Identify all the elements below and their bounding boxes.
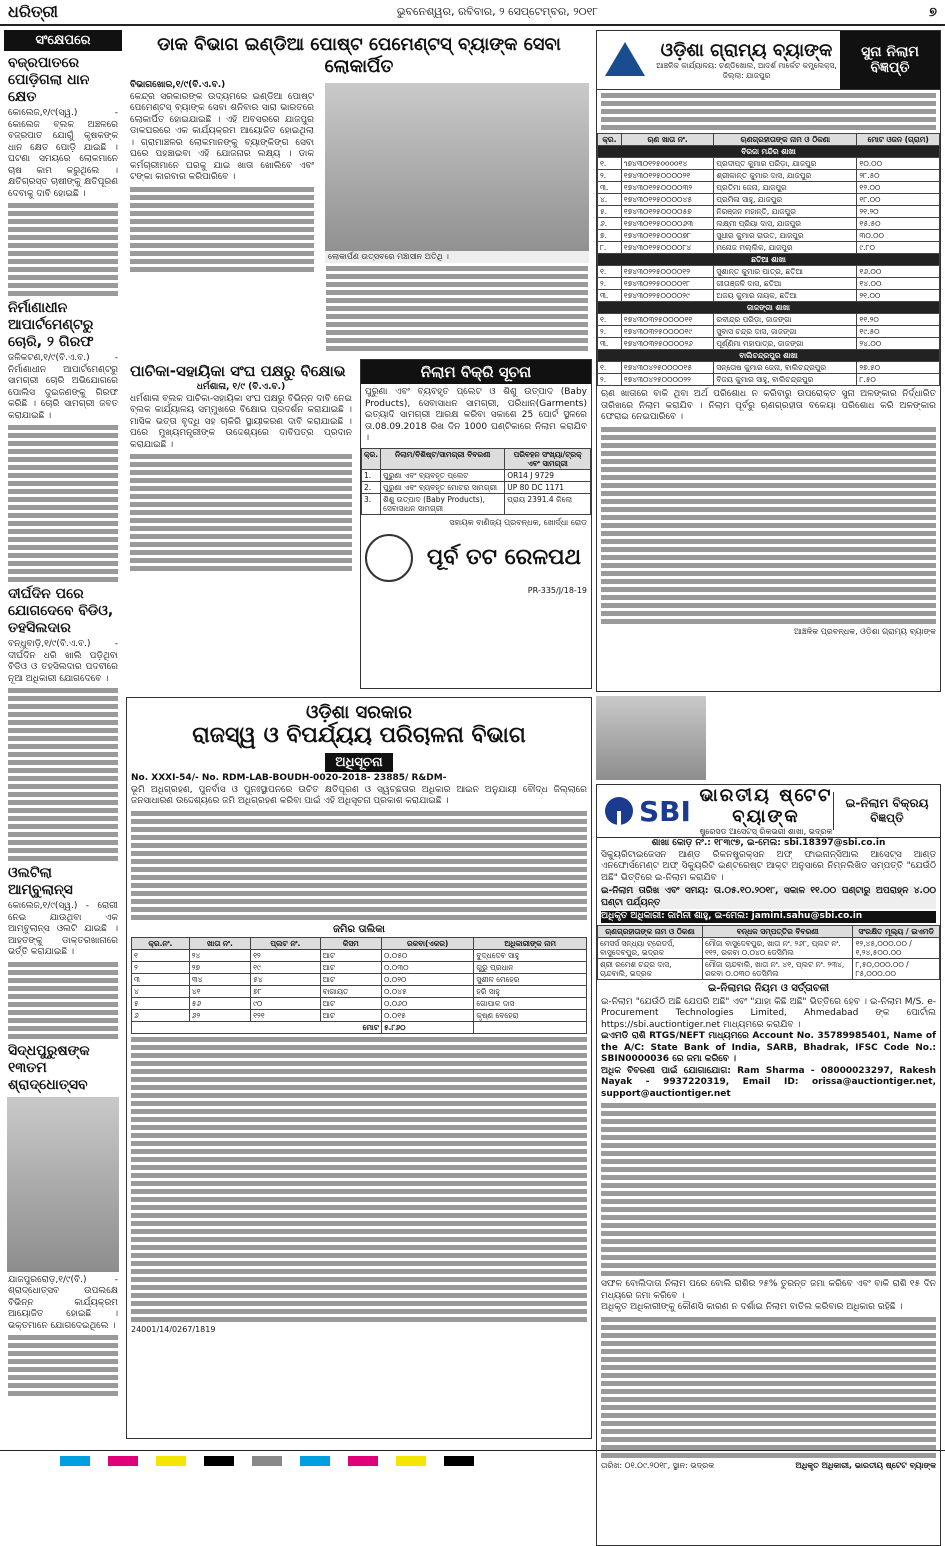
protest-headline: ପାଚିକା-ସହାୟିକା ସଂଘ ପକ୍ଷରୁ ବିକ୍ଷୋଭ bbox=[130, 362, 346, 380]
newspaper-logo: ଧରିତ୍ରୀ bbox=[8, 2, 58, 21]
table-row: ୧. ୧୭୪୩୦୪୨୫୦୦୦୦୧୫ ସନ୍ତୋଷ କୁମାର ଜେନା, ବାଲିଚନ୍ଦ୍ରପୁର ୨୭.୫୦ bbox=[598, 362, 940, 374]
text-lines bbox=[130, 454, 352, 571]
table-row: 3. ଶିଶୁ ଉତ୍ପାଦ (Baby Products), ସେବାସାଧନ ସାମଗ୍ରୀ ପ୍ରାୟ 2391.4 କିଲୋ bbox=[362, 493, 591, 514]
ogb-subtitle: ଆଞ୍ଚଳିକ କାର୍ଯ୍ୟାଳୟ: ଚଣ୍ଡିଖୋଲ, ଆଦର୍ଶ ମାର୍କେଟ କମ୍ପ୍ଲେକ୍ସ, ଜିଲ୍ଲା: ଯାଜପୁର bbox=[656, 60, 837, 80]
govt-name: ଓଡ଼ିଶା ସରକାର bbox=[306, 702, 412, 723]
table-row: ୮. ୧୭୪୩୦୧୨୫୦୦୦୦୮୪ ମନୋଜ ମଲ୍ଲିକ, ଯାଜପୁର ୯.୮୦ bbox=[598, 242, 940, 254]
branch-row: ବାଲିଚନ୍ଦ୍ରପୁର ଶାଖା bbox=[598, 350, 940, 362]
revenue-notification bbox=[126, 697, 592, 1439]
ogb-table: କ୍ର. ଋଣ ଖାତା ନଂ. ଋଣଗ୍ରହୀତାଙ୍କ ନାମ ଓ ଠିକଣା ମୋଟ ଓଜନ (ଗ୍ରାମ) ବିରଜା ମନ୍ଦିର ଶାଖା ୧. ૧୭୪୩୦୧୨୫૦૦૦૦୧୪ ପ୍ରଦୀପ୍ତ କୁମାର ପରିଡ଼ା, ଯାଜପୁର ୧୦.୦୦ ୨. ୧୭୪୩୦୧୨୫୦୦୦୦୨୧ ଶ୍ରୀକାନ୍ତ କୁମାର ଦାସ, ଯାଜପୁର ୨୮.୫୦ ୩. ୧୭୪୩୦୧୨୫୦୦୦୦୩୨ ପ୍ରତିମା ଜେନା, ଯାଜପୁର ୧୨.୦୦ ୪. ୧୭୪୩୦୧୨୫୦୦୦୦୪୫ ପ୍ରମିଳା ସାହୁ, ଯାଜପୁର ୧୮.୦୦ ୫. ୧୭୪୩୦୧୨୫୦୦୦୦୫୭ ନିରଞ୍ଜନ ମହାନ୍ତି, ଯାଜପୁର ୨୧.୨୦ ୬. ୧୭୪୩୦୧୨୫୦୦୦୦୬୩ ଲକ୍ଷ୍ମୀ ପ୍ରିୟା ଦାସ, ଯାଜପୁର ୧୫.୫୦ ୭. ୧୭୪୩୦୧୨୫୦୦୦୦୭୮ ସୁଧୀର କୁମାର ରାଉତ, ଯାଜପୁର ୩୦.୦୦ ୮. ୧୭୪୩୦୧୨୫୦୦୦୦୮୪ ମନୋଜ ମଲ୍ଲିକ, ଯାଜପୁର ୯.୮୦ ଛତିଆ ଶାଖା ୧. ୧୭୪୩୦୨୨୫୦୦୦୦୧୨ ସୁଶାନ୍ତ କୁମାର ପାତ୍ର, ଛତିଆ ୧୬.୦୦ ୨. ୧୭୪୩୦୨୨୫୦୦୦୦୧୮ ଗୀତାଞ୍ଜଳି ଦାସ, ଛତିଆ ୧୪.୦୦ ୩. ୧୭୪୩୦୨୨୫୦୦୦୦୨୯ ଅଜୟ କୁମାର ନାୟକ, ଛତିଆ ୨୧.୦୦ ଜାଜଙ୍ଗା ଶାଖା ୧. ୧୭୪୩୦୩୨୫୦୦୦୦୧୧ ରବୀନ୍ଦ୍ର ପରିଡ଼ା, ଜାଜଙ୍ଗା ୧୧.୨୦ ୨. ୧୭୪୩୦୩୨୫୦୦୦୦୧୯ ସୁବାସ ଚନ୍ଦ୍ର ଦାସ, ଜାଜଙ୍ଗା ୧୯.୫୦ ୩. ୧୭୪୩୦୩୨୫୦୦୦୦୨୬ ପୂର୍ଣ୍ଣିମା ମହାପାତ୍ର, ଜାଜଙ୍ଗା ୨୪.୦୦ ବାଲିଚନ୍ଦ୍ରପୁର ଶାଖା ୧. ୧୭୪୩୦୪୨୫୦୦୦୦୧୫ ସନ୍ତୋଷ କୁମାର ଜେନା, ବାଲିଚନ୍ଦ୍ରପୁର ୨୭.୫୦ ୨. ୧୭୪୩୦୪୨୫୦୦୦୦୨୨ ବିଜୟ କୁମାର ସାହୁ, ବାଲିଚନ୍ଦ୍ରପୁର ୮.୫୦ bbox=[597, 133, 940, 386]
table-row: ୧. ୧୭୪୩୦୩୨୫୦୦୦୦୧୧ ରବୀନ୍ଦ୍ର ପରିଡ଼ା, ଜାଜଙ୍ଗା ୧୧.୨୦ bbox=[598, 314, 940, 326]
branch-row: ବିରଜା ମନ୍ଦିର ଶାଖା bbox=[598, 146, 940, 158]
text-lines bbox=[601, 427, 936, 624]
table-row: ୪ ୪୧ ୭୮ ବାଗାୟତ ୦.୦୪୫ ହରି ସାହୁ bbox=[132, 985, 587, 997]
story-4 bbox=[4, 865, 122, 1039]
text-lines bbox=[8, 1335, 118, 1396]
auction-intro: ପୁରୁଣା ଏବଂ ବ୍ୟବହୃତ ପ୍ଲେଟ ଓ ଶିଶୁ ଉତ୍ପାଦ (Baby Products), ସେବାସାଧନ ସାମଗ୍ରୀ, ପରିଧାନ(Garments) ଇତ୍ୟାଦି ସାମଗ୍ରୀ ଆରକ୍ଷ କରିବା ସକାଶେ 25 ପୋର୍ଟ ସ୍ଥଳରେ ତା.08.09.2018 ରିଖ ଦିନ 1000 ଘଣ୍ଟିକାରେ ନିଲାମ କରାଯିବ । bbox=[365, 387, 587, 443]
registration-strip bbox=[0, 1450, 945, 1471]
sbi-logo-icon bbox=[605, 797, 633, 825]
story-body: କୋଲେଜ,୧/୯(ସ୍ୱ.) - କୋଲେଜ ବ୍ଲକ ଅଞ୍ଚଳରେ ବଜ୍ରପାତ ଯୋଗୁଁ କୃଷକଙ୍କ ଧାନ କ୍ଷେତ ପୋଡ଼ି ଯାଇଛି । ଘଟଣା ସମୟରେ ଲୋକମାନେ ଚାଷ କାମ କରୁଥିଲେ । କ୍ଷତିଗ୍ରସ୍ତ ଚାଷୀଙ୍କୁ କ୍ଷତିପୂରଣ ଦେବାକୁ ଦାବି ହୋଇଛି । bbox=[8, 108, 118, 199]
total-row: ମୋଟ ୫.୮୬୦ bbox=[132, 1021, 587, 1033]
masthead bbox=[0, 0, 945, 26]
dateline: ଭୁବନେଶ୍ୱର, ରବିବାର, ୨ ସେପ୍ଟେମ୍ବର, ୨୦୧୮ bbox=[396, 5, 599, 18]
yellow-swatch bbox=[396, 1456, 426, 1466]
sbi-authorised-officer: ଅଧିକୃତ ଅଧିକାରୀ: ଜାମିନୀ ଶାହୁ, ଇ-ମେଲ: jamini.sahu@sbi.co.in bbox=[601, 911, 936, 923]
black-swatch bbox=[444, 1456, 474, 1466]
table-row: ଶ୍ରୀ ରମେଶ ଚନ୍ଦ୍ର ଦାସ, ଚାନ୍ଦବାଲି, ଭଦ୍ରକ ମୌଜା ଚାନ୍ଦବାଲି, ଖାତା ନଂ. ୪୧, ପ୍ଲଟ ନଂ. ୨୩୪, ରକବା ୦.୦୩୦ ଡେସିମିଲ ୮,୫୦,୦୦୦.୦୦ / ୮୫,୦୦୦.୦୦ bbox=[598, 958, 940, 979]
table-row: ୬ ୬୨ ୧୨୧ ଆଟ ୦.୦୧୫ କୃଷ୍ଣ ବେହେରା bbox=[132, 1009, 587, 1021]
footer-ref: 24001/14/0267/1819 bbox=[131, 1324, 216, 1334]
magenta-swatch bbox=[108, 1456, 138, 1466]
protest-story bbox=[126, 359, 356, 693]
col-header: ନିଲାମ/ବିଶିଷ୍ଟ/ସାମଗ୍ରୀ ବିବରଣୀ bbox=[381, 448, 505, 469]
table-row: ୨. ୧୭୪୩୦୨୨୫୦୦୦୦୧୮ ଗୀତାଞ୍ଜଳି ଦାସ, ଛତିଆ ୧୪.୦୦ bbox=[598, 278, 940, 290]
notice-type: ଅଧିସୂଚନା bbox=[325, 753, 392, 772]
story-5 bbox=[4, 1043, 122, 1397]
protest-body: ଧର୍ମଶାଳା ବ୍ଲକ ପାଚିକା-ସହାୟିକା ସଂଘ ପକ୍ଷରୁ ବିଭିନ୍ନ ଦାବି ନେଇ ବ୍ଲକ କାର୍ଯ୍ୟାଳୟ ସମ୍ମୁଖରେ ବିକ୍ଷୋଭ ପ୍ରଦର୍ଶନ କରାଯାଇଛି । ମାସିକ ଭତ୍ତା ବୃଦ୍ଧି ସହ ଚାକିରି ସ୍ଥାୟୀକରଣ ଦାବି କରାଯାଇଛି । ପରେ ମୁଖ୍ୟମନ୍ତ୍ରୀଙ୍କ ଉଦ୍ଦେଶ୍ୟରେ ଦାବିପତ୍ର ପ୍ରଦାନ କରାଯାଇଛି । bbox=[130, 393, 352, 450]
table-row: ୫. ୧୭୪୩୦୧୨୫୦୦୦୦୫୭ ନିରଞ୍ଜନ ମହାନ୍ତି, ଯାଜପୁର ୨୧.୨୦ bbox=[598, 206, 940, 218]
table-row: ୩. ୧୭୪୩୦୩୨୫୦୦୦୦୨୬ ପୂର୍ଣ୍ଣିମା ମହାପାତ୍ର, ଜାଜଙ୍ଗା ୨୪.୦୦ bbox=[598, 338, 940, 350]
ogb-signatory: ଆଞ୍ଚଳିକ ପ୍ରବନ୍ଧକ, ଓଡ଼ିଶା ଗ୍ରାମ୍ୟ ବ୍ୟାଙ୍କ bbox=[793, 626, 936, 636]
cyan-swatch bbox=[60, 1456, 90, 1466]
sbi-term-item: ସଫଳ ବୋଲିଦାତା ନିଲାମ ପରେ ବୋଲି ରାଶିର ୨୫% ତୁରନ୍ତ ଜମା କରିବେ ଏବଂ ବାକି ରାଶି ୧୫ ଦିନ ମଧ୍ୟରେ ଜମା କରିବେ । bbox=[601, 1279, 936, 1301]
table-row: ୧. ૧୭୪୩୦୧୨୫૦૦૦૦୧୪ ପ୍ରଦୀପ୍ତ କୁମାର ପରିଡ଼ା, ଯାଜପୁର ୧୦.୦୦ bbox=[598, 158, 940, 170]
sbi-logo-text: SBI bbox=[639, 794, 691, 828]
col-header: କ୍ର. bbox=[362, 448, 381, 469]
protest-dateline: ଧର୍ମଶାଳା, ୧/୯ (ବି.ଏ.ବ.) bbox=[196, 382, 286, 392]
text-lines bbox=[601, 93, 936, 130]
text-lines bbox=[8, 962, 118, 1039]
railway-name: ପୂର୍ବ ତଟ ରେଳପଥ bbox=[426, 545, 582, 570]
sbi-footer-date: ତାରିଖ: ୦୧.୦୯.୨୦୧୮, ସ୍ଥାନ: ଭଦ୍ରକ bbox=[601, 1460, 715, 1470]
sbi-logo bbox=[597, 791, 699, 832]
text-lines bbox=[601, 1103, 936, 1276]
lead-body: କେନ୍ଦ୍ର ସରକାରଙ୍କ ଉଦ୍ୟମରେ ଇଣ୍ଡିଆ ପୋଷ୍ଟ ପେମେଣ୍ଟସ୍ ବ୍ୟାଙ୍କ ସେବା ଶନିବାର ସାରା ଭାରତରେ ଲୋକାର୍ପିତ ହୋଇଯାଇଛି । ଏହି ଅବସରରେ ଯାଜପୁର ଡାକଘରରେ ଏକ କାର୍ଯ୍ୟକ୍ରମ ଆୟୋଜିତ ହୋଇଥିଲା । ଗ୍ରାମାଞ୍ଚଳର ଲୋକମାନଙ୍କୁ ବ୍ୟାଙ୍କିଙ୍ଗ ସେବା ଘରେ ପହଞ୍ଚାଇବା ଏହି ଯୋଜନାର ଲକ୍ଷ୍ୟ । ଡାକ କର୍ମଚାରୀମାନେ ଘରକୁ ଯାଇ ଖାତା ଖୋଲିବେ ଏବଂ ଟଙ୍କା କାରବାର କରିପାରିବେ । bbox=[130, 91, 314, 182]
magenta-swatch bbox=[348, 1456, 378, 1466]
story-headline: ନିର୍ମାଣାଧୀନ ଆପାର୍ଟମେଣ୍ଟରୁ ଚୋରି, ୨ ଗିରଫ bbox=[8, 300, 94, 350]
story-body: ଜଳିକଟଣ,୧/୯(ବି.ଏ.ବ.) - ନିର୍ମାଣାଧୀନ ଆପାର୍ଟମେଣ୍ଟରୁ ସାମଗ୍ରୀ ଚୋରି ଅଭିଯୋଗରେ ପୋଲିସ ଦୁଇଜଣଙ୍କୁ ଗିରଫ କରିଛି । ଚୋରି ସାମଗ୍ରୀ ଜବତ କରାଯାଇଛି । bbox=[8, 353, 118, 421]
table-row: ୨. ୧୭୪୩୦୪୨୫୦୦୦୦୨୨ ବିଜୟ କୁମାର ସାହୁ, ବାଲିଚନ୍ଦ୍ରପୁର ୮.୫୦ bbox=[598, 374, 940, 386]
table-row: 1. ପୁରୁଣା ଏବଂ ବ୍ୟବହୃତ ପ୍ଲେଟ OR14 J 9729 bbox=[362, 469, 591, 481]
story-headline: ଓଲଟିଲା ଆମ୍ବୁଲାନ୍ସ bbox=[8, 865, 73, 898]
text-lines bbox=[131, 811, 587, 920]
black-swatch bbox=[204, 1456, 234, 1466]
text-lines bbox=[8, 425, 118, 582]
table-row: ୧ ୨୪ ୧୨ ଆଟ ୦.୦୫୦ ବୁଦ୍ଧଦେବ ସାହୁ bbox=[132, 949, 587, 961]
ogb-terms: ଋଣ ଖାତାରେ ବାକି ଥିବା ଅର୍ଥ ପରିଶୋଧ ନ କରିବାରୁ ଉପରୋକ୍ତ ସୁନା ଅଳଙ୍କାର ନିର୍ଦ୍ଧାରିତ ତାରିଖରେ ନିଲାମ କରାଯିବ । ନିଲାମ ପୂର୍ବରୁ ଋଣଗ୍ରହୀତା ବକେୟା ପରିଶୋଧ କରି ଅଳଙ୍କାର ଫେରାଇ ନେଇପାରିବେ । bbox=[601, 389, 936, 422]
sbi-terms-title: ଇ-ନିଲାମର ନିୟମ ଓ ସର୍ତ୍ତାବଳୀ bbox=[707, 982, 830, 994]
table-row: ୫ ୫୬ ୯୦ ଆଟ ୦.୦୬୦ ଗୋପାଳ ଦାସ bbox=[132, 997, 587, 1009]
table-row: ୩ ୩୪ ୫୪ ଆଟ ୦.୦୨୦ ସୁଶୀଳ ମେହେର bbox=[132, 973, 587, 985]
story-headline: ଦୀର୍ଘଦିନ ପରେ ଯୋଗଦେବେ ବିଡିଓ, ତହସିଲଦାର bbox=[8, 586, 114, 636]
photo-caption: ଲୋକାର୍ପଣ ଉତ୍ସବରେ ମଞ୍ଚାସୀନ ଅତିଥି । bbox=[325, 251, 589, 263]
auction-table bbox=[361, 448, 591, 515]
sbi-property-table: ଋଣଗ୍ରହୀତାଙ୍କ ନାମ ଓ ଠିକଣା ବନ୍ଧକ ସମ୍ପତ୍ତିର ବିବରଣୀ ସଂରକ୍ଷିତ ମୂଲ୍ୟ / ଇଏମଡି ମେସର୍ସ ସନ୍ଧ୍ୟା ଟ୍ରେଡର୍ସ, ବାସୁଦେବପୁର, ଭଦ୍ରକ ମୌଜା ବାସୁଦେବପୁର, ଖାତା ନଂ. ୨୬୮, ପ୍ଲଟ ନଂ. ୧୧୨, ରକବା ୦.୦୪୦ ଡେସିମିଲ ୧୨,୪୫,୦୦୦.୦୦ / ୧,୨୪,୫୦୦.୦୦ ଶ୍ରୀ ରମେଶ ଚନ୍ଦ୍ର ଦାସ, ଚାନ୍ଦବାଲି, ଭଦ୍ରକ ମୌଜା ଚାନ୍ଦବାଲି, ଖାତା ନଂ. ୪୧, ପ୍ଲଟ ନଂ. ୨୩୪, ରକବା ୦.୦୩୦ ଡେସିମିଲ ୮,୫୦,୦୦୦.୦୦ / ୮୫,୦୦୦.୦୦ bbox=[597, 925, 940, 980]
cyan-swatch bbox=[300, 1456, 330, 1466]
sbi-e-auction bbox=[596, 784, 941, 1546]
sbi-footer-sign: ଅଧିକୃତ ଅଧିକାରୀ, ଭାରତୀୟ ଷ୍ଟେଟ ବ୍ୟାଙ୍କ bbox=[795, 1460, 936, 1470]
ogb-gold-auction bbox=[596, 30, 941, 692]
table-row: ୪. ୧୭୪୩୦୧୨୫୦୦୦୦୪୫ ପ୍ରମିଳା ସାହୁ, ଯାଜପୁର ୧୮.୦୦ bbox=[598, 194, 940, 206]
section-label: ସଂକ୍ଷେପରେ bbox=[4, 30, 122, 51]
yellow-swatch bbox=[156, 1456, 186, 1466]
story-body: ଯାଜପୁରରୋଡ଼,୧/୯(ବି.) - ଶ୍ରାଦ୍ଧୋତ୍ସବ ଉପଲକ୍ଷେ ବିଭିନ୍ନ କାର୍ଯ୍ୟକ୍ରମ ଆୟୋଜିତ ହୋଇଛି । ଭକ୍ତମାନେ ଯୋଗଦେଇଥିଲେ । bbox=[8, 1274, 118, 1331]
table-row: ୨. ୧୭୪୩୦୩୨୫୦୦୦୦୧୯ ସୁବାସ ଚନ୍ଦ୍ର ଦାସ, ଜାଜଙ୍ଗା ୧୯.୫୦ bbox=[598, 326, 940, 338]
sbi-term-item: ଇ-ନିଲାମ "ଯେଉଁଠି ଅଛି ଯେପରି ଅଛି" ଏବଂ "ଯାହା କିଛି ଅଛି" ଭିତ୍ତିରେ ହେବ । ଇ-ନିଲାମ M/S. e-Procurement Technologies Limited, Ahmedabad ଙ୍କ ପୋର୍ଟାଲ https://sbi.auctiontiger.net ମାଧ୍ୟମରେ କରାଯିବ । bbox=[601, 996, 936, 1030]
notice-ref: PR-335/J/18-19 bbox=[527, 585, 587, 595]
land-schedule-table: କ୍ର.ନଂ. ଖାତା ନଂ. ପ୍ଲଟ ନଂ. କିସମ ରକବା(ଏକର) ଅଧିକାରୀଙ୍କ ନାମ ୧ ୨୪ ୧୨ ଆଟ ୦.୦୫୦ ବୁଦ୍ଧଦେବ ସାହୁ ୨ ୨୭ ୧୯ ଆଟ ୦.୦୩୦ ଗୁରୁ ପ୍ରଧାନ ୩ ୩୪ ୫୪ ଆଟ ୦.୦୨୦ ସୁଶୀଳ ମେହେର ୪ ୪୧ ୭୮ ବାଗାୟତ ୦.୦୪୫ ହରି ସାହୁ ୫ ୫୬ ୯୦ ଆଟ ୦.୦୬୦ ଗୋପାଳ ଦାସ ୬ ୬୨ ୧୨୧ ଆଟ ୦.୦୧୫ କୃଷ୍ଣ ବେହେରା ମୋଟ ୫.୮୬୦ bbox=[131, 937, 587, 1034]
story-headline: ସିଦ୍ଧପୁରୁଷଙ୍କ ୧୩ତମ ଶ୍ରାଦ୍ଧୋତ୍ସବ bbox=[8, 1042, 90, 1093]
page-number: ୭ bbox=[929, 4, 937, 20]
table-row: ୧. ୧୭୪୩୦୨୨୫୦୦୦୦୧୨ ସୁଶାନ୍ତ କୁମାର ପାତ୍ର, ଛତିଆ ୧୬.୦୦ bbox=[598, 266, 940, 278]
story-body: ବନ୍ଧୁବାଡ଼ି,୧/୯(ବି.ଏ.ବ.) - ଦୀର୍ଘଦିନ ଧରି ଖାଲି ପଡ଼ିଥିବା ବିଡିଓ ଓ ତହସିଲଦାର ପଦବୀରେ ନୂଆ ଅଧିକାରୀ ଯୋଗଦେବେ । bbox=[8, 639, 118, 684]
table-row: ୩. ୧୭୪୩୦୨୨୫୦୦୦୦୨୯ ଅଜୟ କୁମାର ନାୟକ, ଛତିଆ ୨୧.୦୦ bbox=[598, 290, 940, 302]
story-1 bbox=[4, 55, 122, 296]
center-column bbox=[126, 30, 592, 1445]
story-2 bbox=[4, 300, 122, 582]
story-headline: ବଜ୍ରପାତରେ ପୋଡ଼ିଗଲା ଧାନ କ୍ଷେତ bbox=[8, 55, 90, 105]
sbi-contact: ଶାଖା କୋଡ଼ ନଂ.: ୧୮୩୯୭, ଇ-ମେଲ: sbi.18397@sbi.co.in bbox=[651, 838, 886, 848]
branch-row: ଜାଜଙ୍ଗା ଶାଖା bbox=[598, 302, 940, 314]
lead-headline: ଡାକ ବିଭାଗ ଇଣ୍ଡିଆ ପୋଷ୍ଟ ପେମେଣ୍ଟସ୍ ବ୍ୟାଙ୍କ ସେବା ଲୋକାର୍ପିତ bbox=[157, 34, 561, 77]
sbi-badge: ଇ-ନିଲାମ ବିକ୍ରୟ ବିଜ୍ଞପ୍ତି bbox=[833, 792, 940, 830]
auction-sale-notice bbox=[360, 359, 592, 689]
dept-name: ରାଜସ୍ୱ ଓ ବିପର୍ଯ୍ୟୟ ପରିଚାଳନା ବିଭାଗ bbox=[192, 723, 526, 748]
auction-title: ନିଲାମ ବିକ୍ରି ସୂଚନା bbox=[361, 360, 591, 384]
table-row: ୬. ୧୭୪୩୦୧୨୫୦୦୦୦୬୩ ଲକ୍ଷ୍ମୀ ପ୍ରିୟା ଦାସ, ଯାଜପୁର ୧୫.୫୦ bbox=[598, 218, 940, 230]
grey-swatch bbox=[252, 1456, 282, 1466]
sbi-term-item: ଅଧିକୃତ ଅଧିକାରୀଙ୍କୁ କୌଣସି କାରଣ ନ ଦର୍ଶାଇ ନିଲାମ ବାତିଲ କରିବାର ଅଧିକାର ରହିଛି । bbox=[601, 1302, 903, 1312]
sbi-auction-date: ଇ-ନିଲାମ ତାରିଖ ଏବଂ ସମୟ: ତା.୦୫.୧୦.୨୦୧୮, ସକାଳ ୧୧.୦୦ ଘଣ୍ଟାରୁ ଅପରାହ୍ନ ୪.୦୦ ଘଣ୍ଟା ପର୍ଯ୍ୟନ୍ତ bbox=[601, 886, 936, 908]
text-lines bbox=[326, 266, 588, 351]
text-lines bbox=[601, 1317, 936, 1458]
story-3 bbox=[4, 586, 122, 861]
table-row: 2. ପୁରୁଣା ଏବଂ ବ୍ୟବହୃତ ମୋଟର ସାମଗ୍ରୀ UP 80 DC 1171 bbox=[362, 481, 591, 493]
text-lines bbox=[8, 203, 118, 296]
portrait-photo bbox=[7, 1097, 119, 1272]
signatory: ସହାୟକ ବାଣିଜ୍ୟ ପ୍ରବନ୍ଧକ, ଖୋର୍ଦ୍ଧା ରୋଡ଼ bbox=[449, 517, 587, 527]
ogb-badge: ସୁନା ନିଲାମ ବିଜ୍ଞପ୍ତି bbox=[840, 31, 940, 89]
table-row: ୨. ୧୭୪୩୦୧୨୫୦୦୦୦୨୧ ଶ୍ରୀକାନ୍ତ କୁମାର ଦାସ, ଯାଜପୁର ୨୮.୫୦ bbox=[598, 170, 940, 182]
text-lines bbox=[8, 688, 118, 861]
ceremony-photo bbox=[325, 83, 589, 263]
career-ad-image bbox=[596, 696, 706, 780]
col-header: ପରିବହନ ସଂଖ୍ୟା/ଟ୍ରକ୍ ଏବଂ ସାମଗ୍ରୀ bbox=[505, 448, 591, 469]
sbi-title: ଭାରତୀୟ ଷ୍ଟେଟ ବ୍ୟାଙ୍କ bbox=[699, 785, 833, 827]
branch-row: ଛତିଆ ଶାଖା bbox=[598, 254, 940, 266]
table-row: ୭. ୧୭୪୩୦୧୨୫୦୦୦୦୭୮ ସୁଧୀର କୁମାର ରାଉତ, ଯାଜପୁର ୩୦.୦୦ bbox=[598, 230, 940, 242]
railway-emblem-icon bbox=[365, 534, 413, 582]
table-row: ମେସର୍ସ ସନ୍ଧ୍ୟା ଟ୍ରେଡର୍ସ, ବାସୁଦେବପୁର, ଭଦ୍ରକ ମୌଜା ବାସୁଦେବପୁର, ଖାତା ନଂ. ୨୬୮, ପ୍ଲଟ ନଂ. ୧୧୨, ରକବା ୦.୦୪୦ ଡେସିମିଲ ୧୨,୪୫,୦୦୦.୦୦ / ୧,୨୪,୫୦୦.୦୦ bbox=[598, 937, 940, 958]
text-lines bbox=[131, 1037, 587, 1322]
table-row: ୨ ୨୭ ୧୯ ଆଟ ୦.୦୩୦ ଗୁରୁ ପ୍ରଧାନ bbox=[132, 961, 587, 973]
lead-story bbox=[126, 34, 592, 359]
lead-dateline: ବିଭାଗଖୋର,୧/୯(ବି.ଏ.ବ.) bbox=[130, 80, 226, 90]
table-row: ୩. ୧୭୪୩୦୧୨୫୦୦୦୦୩୨ ପ୍ରତିମା ଜେନା, ଯାଜପୁର ୧୨.୦୦ bbox=[598, 182, 940, 194]
schedule-title: ଜମିର ତାଲିକା bbox=[333, 923, 385, 935]
sbi-intro: ସିକ୍ୟୁରିଟାଇଜେସନ ଆଣ୍ଡ ରିକନଷ୍ଟ୍ରକ୍ସନ ଅଫ୍ ଫାଇନାନ୍ସିଆଲ ଆସେଟ୍ସ ଆଣ୍ଡ ଏନଫୋର୍ସମେଣ୍ଟ ଅଫ୍ ସିକ୍ୟୁରିଟି ଇଣ୍ଟରେଷ୍ଟ ଆକ୍ଟ ଅନୁସାରେ ନିମ୍ନଲିଖିତ ସମ୍ପତ୍ତି "ଯେଉଁଠି ଅଛି" ଭିତ୍ତିରେ ଇ-ନିଲାମ କରାଯିବ । bbox=[601, 849, 936, 883]
sbi-term-item: ଅଧିକ ବିବରଣୀ ପାଇଁ ଯୋଗାଯୋଗ: Ram Sharma - 08000023297, Rakesh Nayak - 9937220319, Email ID: orissa@auctiontiger.net, support@auctiontiger.net bbox=[601, 1065, 936, 1099]
left-column bbox=[4, 30, 122, 1445]
story-body: କୋଲେଜ,୧/୯(ସ୍ୱ.) - ରୋଗୀ ନେଇ ଯାଉଥିବା ଏକ ଆମ୍ବୁଲାନ୍ସ ଓଲଟି ଯାଇଛି । ଆହତଙ୍କୁ ଡାକ୍ତରଖାନାରେ ଭର୍ତ୍ତି କରାଯାଇଛି । bbox=[8, 901, 118, 957]
right-column bbox=[596, 30, 941, 1470]
sbi-subtitle: ଷ୍ଟ୍ରେସଡ ଆସେଟସ୍ ରିକଭରୀ ଶାଖା, ଭଦ୍ରକ bbox=[699, 827, 833, 836]
notification-body: ଭୂମି ଅଧିଗ୍ରହଣ, ପୁନର୍ବାସ ଓ ପୁନଃସ୍ଥାପନରେ ଉଚିତ କ୍ଷତିପୂରଣ ଓ ସ୍ୱଚ୍ଛତାର ଅଧିକାର ଆଇନ ଅନୁଯାୟୀ ବୌଦ୍ଧ ଜିଲ୍ଲାରେ ଜନସାଧାରଣ ଉଦ୍ଦେଶ୍ୟରେ ଜମି ଅଧିଗ୍ରହଣ କରିବା ପାଇଁ ଏହି ଅଧିସୂଚନା ପ୍ରକାଶ କରାଯାଇଛି । bbox=[131, 784, 587, 806]
ogb-logo-icon bbox=[601, 36, 649, 84]
ogb-title: ଓଡ଼ିଶା ଗ୍ରାମ୍ୟ ବ୍ୟାଙ୍କ bbox=[660, 39, 833, 61]
text-lines bbox=[130, 187, 314, 272]
notification-number: No. XXXI-54/- No. RDM-LAB-BOUDH-0020-2018- 23885/ R&DM- bbox=[131, 773, 447, 783]
sbi-term-item: ଇଏମଡି ରାଶି RTGS/NEFT ମାଧ୍ୟମରେ Account No. 35789985401, Name of the A/C: State Bank of India, SARB, Bhadrak, IFSC Code No.: SBIN0000036 ରେ ଜମା କରିବେ । bbox=[601, 1031, 936, 1064]
